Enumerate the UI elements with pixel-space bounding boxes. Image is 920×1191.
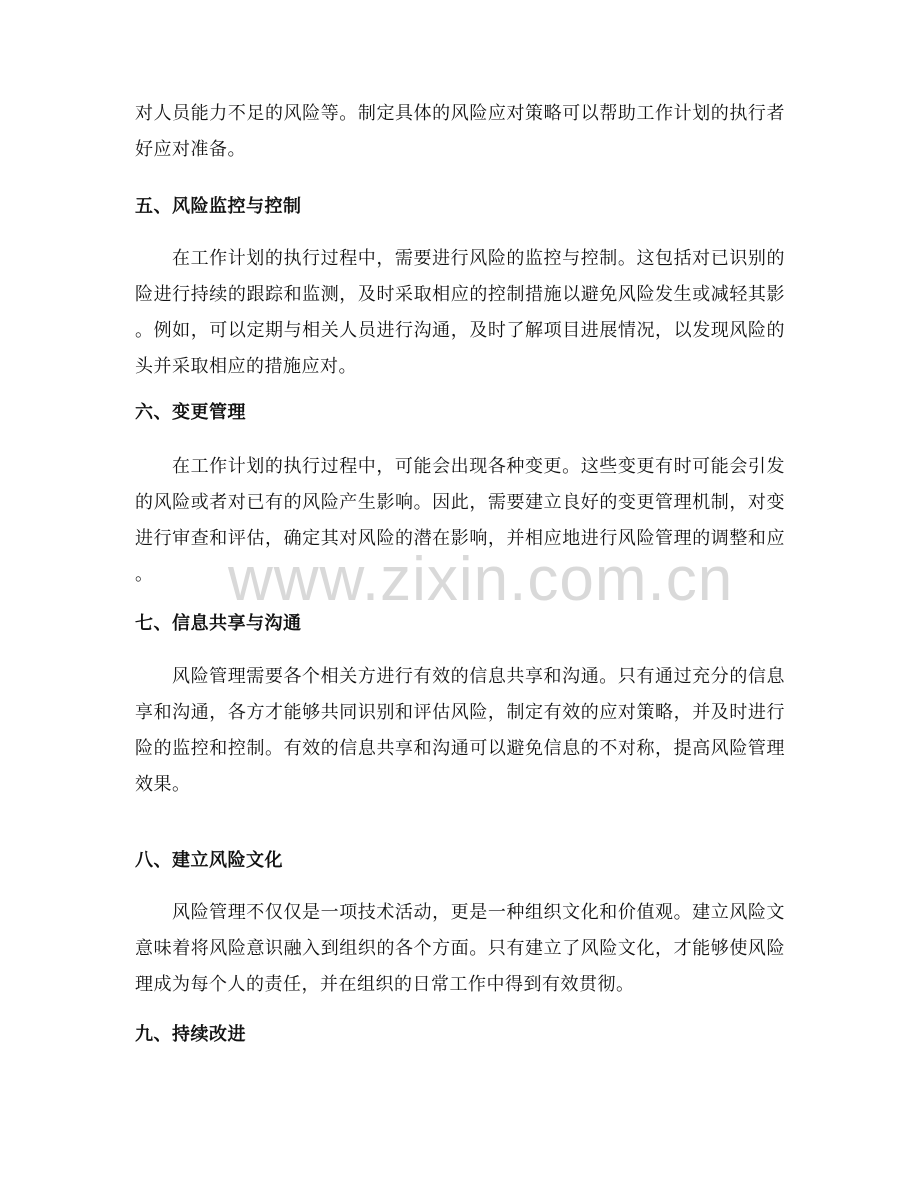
paragraph-line: 风险管理需要各个相关方进行有效的信息共享和沟通。只有通过充分的信息 (172, 666, 785, 687)
paragraph-line: 的风险或者对已有的风险产生影响。因此，需要建立良好的变更管理机制，对变 (135, 492, 785, 513)
section-heading: 八、建立风险文化 (135, 850, 283, 871)
watermark: www.zixin.com.cn (228, 545, 734, 614)
paragraph-line: 对人员能力不足的风险等。制定具体的风险应对策略可以帮助工作计划的执行者 (135, 103, 785, 124)
section-heading: 七、信息共享与沟通 (135, 613, 302, 634)
paragraph-line: 进行审查和评估，确定其对风险的潜在影响，并相应地进行风险管理的调整和应 (135, 528, 785, 549)
paragraph-line: 风险管理不仅仅是一项技术活动，更是一种组织文化和价值观。建立风险文 (172, 902, 785, 923)
paragraph-line: 理成为每个人的责任，并在组织的日常工作中得到有效贯彻。 (135, 974, 635, 995)
paragraph-line: 好应对准备。 (135, 139, 246, 160)
paragraph-line: 在工作计划的执行过程中，需要进行风险的监控与控制。这包括对已识别的 (172, 248, 785, 269)
section-heading: 六、变更管理 (135, 402, 246, 423)
paragraph-line: 享和沟通，各方才能够共同识别和评估风险，制定有效的应对策略，并及时进行 (135, 702, 785, 723)
paragraph-line: 头并采取相应的措施应对。 (135, 356, 357, 377)
paragraph-line: 意味着将风险意识融入到组织的各个方面。只有建立了风险文化，才能够使风险 (135, 938, 785, 959)
paragraph-line: 效果。 (135, 774, 191, 795)
section-heading: 五、风险监控与控制 (135, 196, 302, 217)
paragraph-line: 。 (135, 564, 154, 585)
paragraph-line: 在工作计划的执行过程中，可能会出现各种变更。这些变更有时可能会引发 (172, 456, 785, 477)
paragraph-line: 。例如，可以定期与相关人员进行沟通，及时了解项目进展情况，以发现风险的 (135, 320, 785, 341)
paragraph-line: 险进行持续的跟踪和监测，及时采取相应的控制措施以避免风险发生或减轻其影 (135, 284, 785, 305)
section-heading: 九、持续改进 (135, 1024, 246, 1045)
paragraph-line: 险的监控和控制。有效的信息共享和沟通可以避免信息的不对称，提高风险管理 (135, 738, 785, 759)
